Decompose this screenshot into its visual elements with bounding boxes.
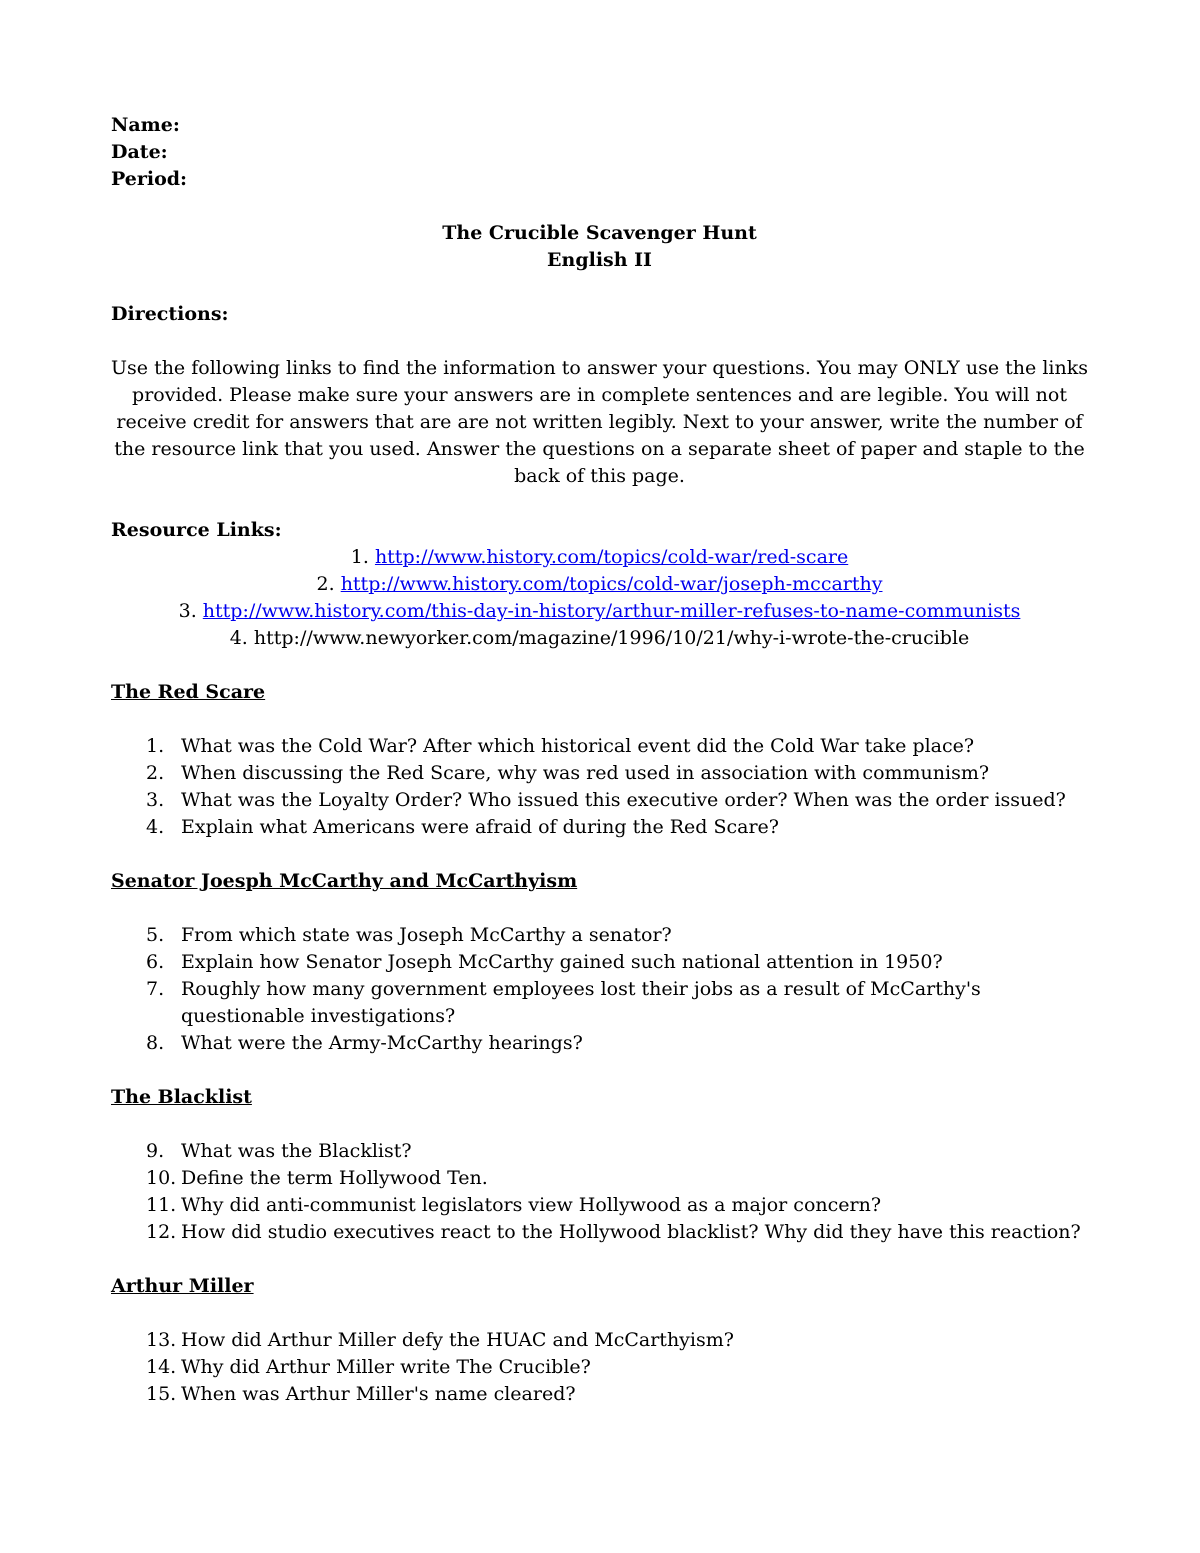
resource-links-label: Resource Links: [111,519,282,541]
question-list [111,733,1088,841]
question-item [111,1327,1088,1354]
question-item [111,1165,1088,1192]
section-blacklist [111,1084,1088,1246]
question-number: 6. [146,951,165,973]
section-title: Senator Joesph McCarthy and McCarthyism [111,870,578,892]
question-text: Why did anti-communist legislators view Hollywood as a major concern? [181,1194,882,1216]
question-number: 2. [146,762,165,784]
resource-link-item [111,625,1088,652]
question-item [111,1030,1088,1057]
date-label: Date: [111,141,168,163]
resource-link-number: 3. [178,600,197,622]
question-item [111,733,1088,760]
question-number: 11. [146,1194,177,1216]
resource-link-2[interactable]: http://www.history.com/topics/cold-war/joseph-mccarthy [340,573,883,595]
resource-link-number: 2. [316,573,335,595]
question-item [111,1192,1088,1219]
question-number: 14. [146,1356,177,1378]
section-title: Arthur Miller [111,1275,254,1297]
question-text: Roughly how many government employees lost their jobs as a result of McCarthy's questionable investigations? [181,978,981,1027]
question-item [111,1138,1088,1165]
question-text: Why did Arthur Miller write The Crucible? [181,1356,591,1378]
section-red-scare [111,679,1088,841]
question-item [111,814,1088,841]
question-list [111,1138,1088,1246]
question-item [111,949,1088,976]
resource-link-number: 4. [229,627,248,649]
question-list [111,922,1088,1057]
question-item [111,760,1088,787]
question-number: 8. [146,1032,165,1054]
resource-link-1[interactable]: http://www.history.com/topics/cold-war/red-scare [374,546,849,568]
question-number: 3. [146,789,165,811]
question-item [111,787,1088,814]
question-number: 7. [146,978,165,1000]
student-info [111,112,1088,193]
worksheet-page [111,112,1088,1408]
question-text: How did studio executives react to the Hollywood blacklist? Why did they have this reaction? [181,1221,1081,1243]
section-title: The Blacklist [111,1086,252,1108]
resource-link-item [111,571,1088,598]
title-block [111,220,1088,274]
question-number: 13. [146,1329,177,1351]
course-title: English II [547,249,652,271]
question-number: 15. [146,1383,177,1405]
question-number: 1. [146,735,165,757]
question-number: 9. [146,1140,165,1162]
question-item [111,1219,1088,1246]
resource-link-item [111,598,1088,625]
question-text: When discussing the Red Scare, why was red used in association with communism? [181,762,990,784]
question-text: When was Arthur Miller's name cleared? [181,1383,576,1405]
question-item [111,976,1088,1030]
question-text: Explain how Senator Joseph McCarthy gained such national attention in 1950? [181,951,943,973]
resource-link-item [111,544,1088,571]
name-label: Name: [111,114,180,136]
directions-label: Directions: [111,303,229,325]
directions-text: Use the following links to find the information to answer your questions. You may ONLY use the links provided. Please make sure your answers are in complete sentences and are legible. You will not receive credit for answers that are are not written legibly. Next to your answer, write the number of the resource link that you used. Answer the questions on a separate sheet of paper and staple to the back of this page. [111,357,1088,487]
resource-link-number: 1. [350,546,369,568]
question-number: 10. [146,1167,177,1189]
question-text: Define the term Hollywood Ten. [181,1167,488,1189]
question-text: What was the Cold War? After which historical event did the Cold War take place? [181,735,975,757]
resource-links-list [111,544,1088,652]
question-text: What were the Army-McCarthy hearings? [181,1032,583,1054]
question-text: Explain what Americans were afraid of during the Red Scare? [181,816,779,838]
worksheet-title: The Crucible Scavenger Hunt [442,222,757,244]
section-title: The Red Scare [111,681,266,703]
period-label: Period: [111,168,188,190]
question-text: From which state was Joseph McCarthy a senator? [181,924,672,946]
section-mccarthy [111,868,1088,1057]
question-item [111,1381,1088,1408]
question-item [111,922,1088,949]
resource-links-section [111,517,1088,652]
resource-link-4: http://www.newyorker.com/magazine/1996/10/21/why-i-wrote-the-crucible [253,627,970,649]
directions-section [111,301,1088,490]
question-list [111,1327,1088,1408]
question-item [111,1354,1088,1381]
resource-link-3[interactable]: http://www.history.com/this-day-in-history/arthur-miller-refuses-to-name-communists [202,600,1021,622]
question-text: How did Arthur Miller defy the HUAC and McCarthyism? [181,1329,734,1351]
question-number: 12. [146,1221,177,1243]
section-arthur-miller [111,1273,1088,1408]
question-text: What was the Blacklist? [181,1140,412,1162]
question-text: What was the Loyalty Order? Who issued this executive order? When was the order issued? [181,789,1066,811]
question-number: 4. [146,816,165,838]
question-number: 5. [146,924,165,946]
